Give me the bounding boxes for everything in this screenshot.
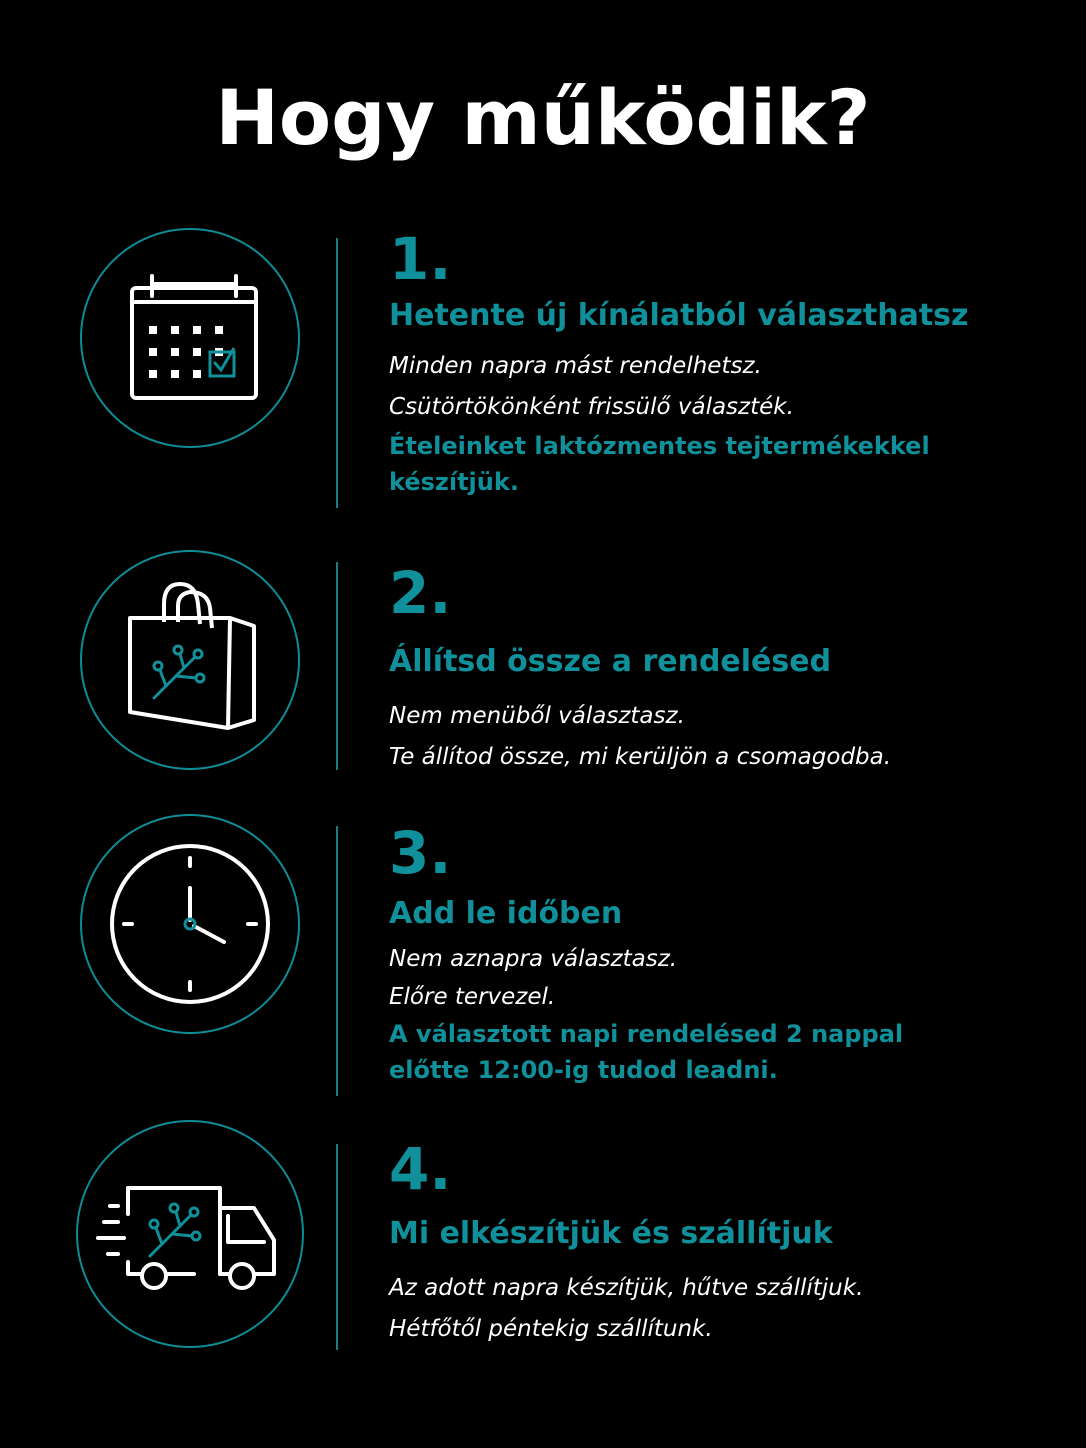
step-1-text: [389, 225, 1049, 500]
step-2-line-1: Nem menüből választasz.: [389, 703, 685, 729]
step-4-text: [389, 1135, 1049, 1350]
step-1-number: 1.: [389, 225, 452, 293]
step-2-number: 2.: [389, 559, 452, 627]
step-1-heading: Hetente új kínálatból választhatsz: [389, 298, 969, 333]
step-3-text: [389, 819, 1049, 1088]
page-title: Hogy működik?: [215, 73, 871, 162]
step-3-heading: Add le időben: [389, 896, 623, 931]
step-4-number: 4.: [389, 1135, 452, 1203]
step-1-divider: [336, 238, 338, 508]
shopping-bag-icon: [82, 552, 298, 768]
step-1-line-1: Minden napra mást rendelhetsz.: [389, 353, 762, 379]
step-3-line-1: Nem aznapra választasz.: [389, 946, 678, 972]
step-1-highlight-1: Ételeinket laktózmentes tejtermékekkel: [389, 432, 930, 460]
step-2-heading: Állítsd össze a rendelésed: [389, 644, 832, 679]
step-4-heading: Mi elkészítjük és szállítjuk: [389, 1216, 833, 1251]
step-3-highlight-2: előtte 12:00-ig tudod leadni.: [389, 1056, 778, 1084]
step-2-divider: [336, 562, 338, 770]
step-3-number: 3.: [389, 819, 452, 887]
step-1-icon-circle: [80, 228, 300, 448]
step-4-line-2: Hétfőtől péntekig szállítunk.: [389, 1316, 713, 1342]
step-3-line-2: Előre tervezel.: [389, 984, 556, 1010]
step-3-highlight-1: A választott napi rendelésed 2 nappal: [389, 1020, 904, 1048]
calendar-check-icon: [82, 230, 298, 446]
clock-icon: [82, 816, 298, 1032]
step-4-icon-circle: [76, 1120, 304, 1348]
step-4-divider: [336, 1144, 338, 1350]
step-2-text: [389, 559, 1049, 778]
delivery-truck-icon: [78, 1122, 302, 1346]
step-1-line-2: Csütörtökönként frissülő választék.: [389, 394, 794, 420]
step-2-icon-circle: [80, 550, 300, 770]
step-4-line-1: Az adott napra készítjük, hűtve szállítjuk.: [389, 1275, 864, 1301]
step-2-line-2: Te állítod össze, mi kerüljön a csomagodba.: [389, 744, 892, 770]
step-3-divider: [336, 826, 338, 1096]
step-1-highlight-2: készítjük.: [389, 468, 519, 496]
step-3-icon-circle: [80, 814, 300, 1034]
